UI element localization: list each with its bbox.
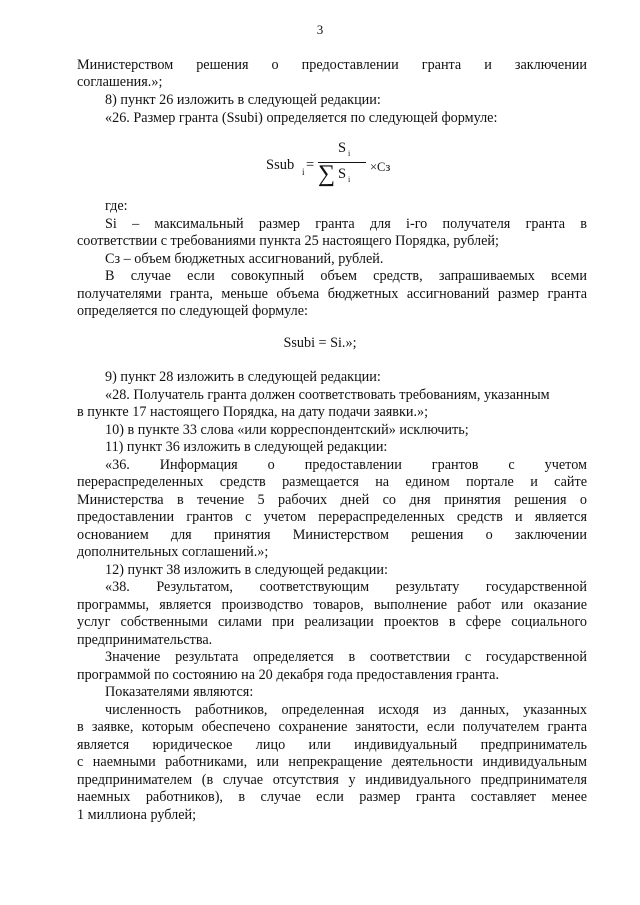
formula-lhs-index: i: [302, 167, 305, 177]
text-line: предпринимателем (в случае отсутствия у индивидуального предпринимателя: [77, 772, 587, 788]
text-line: является юридическое лицо или индивидуальный предприниматель: [77, 737, 587, 753]
text-line: соответствии с требованиями пункта 25 настоящего Порядка, рублей;: [77, 233, 499, 249]
text-line: получателями гранта, меньше объема бюджетных ассигнований размер гранта: [77, 286, 587, 302]
text-line: Министерства в течение 5 рабочих дней со дня принятия решения о: [77, 492, 587, 508]
text-line: соглашения.»;: [77, 74, 163, 90]
sum-sign: ∑: [318, 161, 336, 187]
text-line: 8) пункт 26 изложить в следующей редакции:: [105, 92, 381, 108]
text-line: где:: [105, 198, 128, 214]
text-line: В случае если совокупный объем средств, запрашиваемых всеми: [105, 268, 587, 284]
formula-numerator-index: i: [348, 149, 351, 158]
text-line: численность работников, определенная исходя из данных, указанных: [105, 702, 587, 718]
formula-multiplier: ×Сз: [370, 160, 391, 174]
text-line: программой по состоянию на 20 декабря года предоставления гранта.: [77, 667, 500, 683]
formula-equals: =: [306, 157, 315, 173]
text-line: услуг собственными силами при реализации проектов в сфере социального: [77, 614, 587, 630]
text-line: 9) пункт 28 изложить в следующей редакции:: [105, 369, 381, 385]
text-line: 12) пункт 38 изложить в следующей редакции:: [105, 562, 388, 578]
text-line: наемных работников), в случае если размер гранта составляет менее: [77, 789, 587, 805]
text-line: Сз – объем бюджетных ассигнований, рублей.: [105, 251, 384, 267]
formula-denominator: S: [338, 166, 347, 182]
text-line: программы, является производство товаров, выполнение работ или оказание: [77, 597, 587, 613]
text-line: «28. Получатель гранта должен соответствовать требованиям, указанным: [105, 387, 550, 403]
text-line: Si – максимальный размер гранта для i-го получателя гранта в: [105, 216, 587, 232]
text-line: 1 миллиона рублей;: [77, 807, 197, 823]
formula: [266, 140, 436, 192]
text-line: предоставлении грантов с учетом перераспределенных средств и является: [77, 509, 587, 525]
formula-simple: Ssubi = Si.»;: [283, 335, 357, 351]
text-line: основанием для принятия Министерством решения о заключении: [77, 527, 587, 543]
text-line: определяется по следующей формуле:: [77, 303, 308, 319]
text-line: в заявке, которым обеспечено сохранение занятости, если получателем гранта: [77, 719, 587, 735]
page-number: 3: [316, 22, 324, 37]
text-line: «38. Результатом, соответствующим результату государственной: [105, 579, 587, 595]
text-line: «36. Информация о предоставлении грантов с учетом: [105, 457, 587, 473]
formula-numerator: S: [338, 140, 347, 156]
text-line: в пункте 17 настоящего Порядка, на дату подачи заявки.»;: [77, 404, 429, 420]
text-line: Значение результата определяется в соответствии с государственной: [105, 649, 587, 665]
text-line: перераспределенных средств размещается на едином портале и сайте: [77, 474, 587, 490]
text-line: дополнительных соглашений.»;: [77, 544, 269, 560]
text-line: 10) в пункте 33 слова «или корреспондентский» исключить;: [105, 422, 469, 438]
text-line: «26. Размер гранта (Ssubi) определяется по следующей формуле:: [105, 110, 498, 126]
text-line: с наемными работниками, или непрекращение деятельности индивидуальным: [77, 754, 587, 770]
formula-lhs: Ssub: [266, 157, 295, 173]
text-line: Показателями являются:: [105, 684, 254, 700]
text-line: Министерством решения о предоставлении гранта и заключении: [77, 57, 587, 73]
text-line: предпринимательства.: [77, 632, 213, 648]
text-line: 11) пункт 36 изложить в следующей редакции:: [105, 439, 388, 455]
formula-denominator-index: i: [348, 175, 351, 184]
